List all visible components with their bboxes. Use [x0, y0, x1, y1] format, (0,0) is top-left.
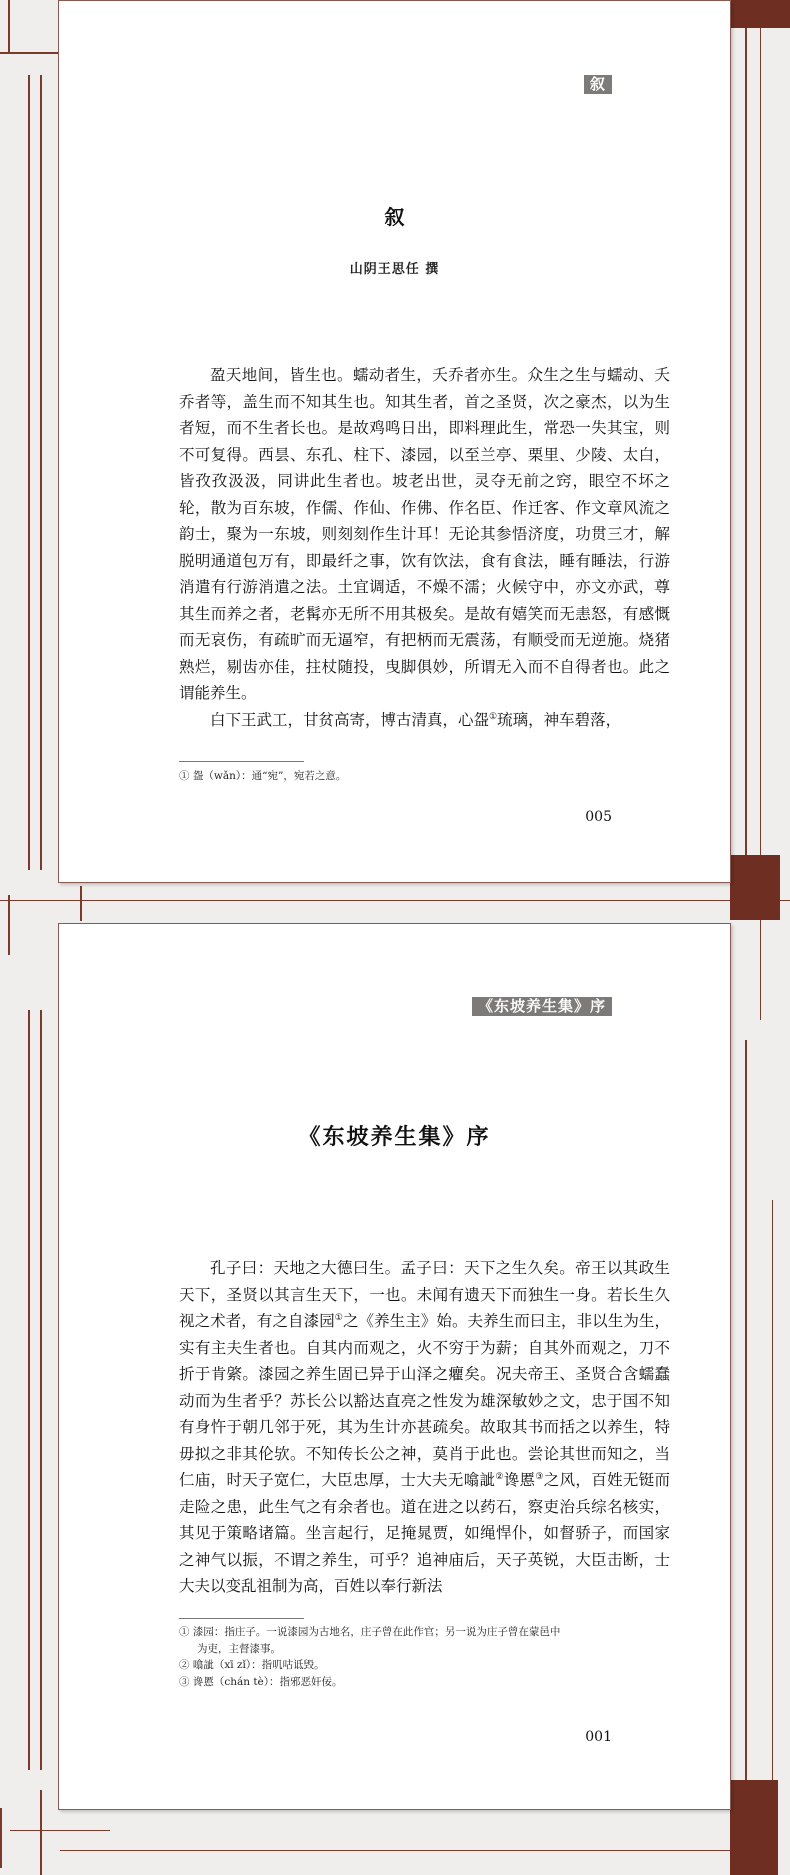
book-page-preface-dongpo	[58, 923, 731, 1810]
chapter-title: 叙	[384, 205, 405, 229]
corner-block	[730, 855, 780, 920]
author-line: 山阴王思任 撰	[349, 262, 440, 277]
paragraph-text: 琉璃，神车碧落，	[497, 710, 622, 729]
body-text	[179, 1255, 670, 1600]
paragraph-text: 白下王武工，甘贫高寄，博古清真，心盌	[210, 710, 490, 729]
frame-line	[8, 0, 10, 52]
page-number: 001	[585, 1729, 612, 1745]
frame-line	[28, 75, 30, 870]
paragraph-text: 谗慝	[503, 1471, 536, 1489]
footnote-marker: ②	[495, 1471, 504, 1482]
footnote-marker: ①	[334, 1312, 343, 1323]
footnote: ① 盌（wǎn）：通“宛”，宛若之意。	[179, 770, 347, 782]
frame-line	[0, 1808, 2, 1868]
chapter-header-tag: 《东坡养生集》序	[472, 997, 612, 1016]
frame-line	[745, 1040, 747, 1790]
frame-line	[10, 1830, 110, 1831]
book-page-preface-xu	[58, 0, 731, 883]
corner-block	[730, 1780, 778, 1875]
frame-line	[0, 900, 790, 901]
paragraph: 盈天地间，皆生也。蠕动者生，夭乔者亦生。众生之生与蠕动、夭乔者等，盖生而不知其生也。知其生者，首之圣贤，次之豪杰，以为生者短，而不生者长也。是故鸡鸣日出，即料理此生，常恐一失其宝，则不可复得。西昙、东孔、柱下、漆园，以至兰亭、栗里、少陵、太白，皆孜孜汲汲，同讲此生者也。坡老出世，灵夺无前之窍，眼空不坏之轮，散为百东坡，作儒、作仙、作佛、作名臣、作迁客、作文章风流之韵士，聚为一东坡，则刻刻作生计耳！无论其参悟济度，功贯三才，解脱明通道包万有，即最纤之事，饮有饮法，食有食法，睡有睡法，行游消遣有行游消遣之法。土宜调适，不燥不濡；火候守中，亦文亦武，尊其生而养之者，老髯亦无所不用其极矣。是故有嬉笑而无恚怒，有感慨而无哀伤，有疏旷而无逼窄，有把柄而无震荡，有顺受而无逆施。烧猪熟烂，剔齿亦佳，拄杖随投，曳脚俱妙，所谓无入而不自得者也。此之谓能养生。	[179, 366, 670, 702]
chapter-title: 《东坡养生集》序	[298, 1124, 491, 1150]
frame-line	[40, 1790, 42, 1875]
footnote-text: ① 漆园：指庄子。一说漆园为古地名，庄子曾在此作官；另一说为庄子曾在蒙邑中	[179, 1626, 561, 1638]
chapter-header-tag: 叙	[584, 75, 612, 94]
footnotes	[179, 1624, 670, 1690]
paragraph-text: 之《养生主》始。夫养生而曰主，非以生为生，实有主夫生者也。自其内而观之，火不穷于为薪；自其外而观之，刀不折于肯綮。漆园之养生固已异于山泽之癯矣。况夫帝王、圣贤合含蠕蠢动而为生者乎？苏长公以豁达直亮之性发为雄深敏妙之文，忠于国不知有身忤于朝几邻于死，其为生计亦甚疏矣。故取其书而括之以养生，特毋拟之非其伦欤。不知传长公之神，莫肖于此也。尝论其世而知之，当仁庙，时天子宽仁，大臣忠厚，士大夫无噏訿	[179, 1312, 670, 1489]
footnotes	[179, 768, 670, 785]
footnote-rule	[179, 1618, 304, 1619]
paragraph	[179, 707, 670, 734]
corner-block	[730, 0, 790, 28]
footnote-text: 为吏，主督漆事。	[197, 1642, 281, 1655]
footnote: ③ 谗慝（chán tè）：指邪恶奸佞。	[179, 1675, 343, 1688]
frame-line	[60, 1850, 760, 1851]
footnote-rule	[179, 761, 304, 762]
paragraph-text: 孔子曰：天地之大德曰生。孟子曰：天下之生久矣。帝王以其政生天下，圣贤以其言生天下，一也。未闻有遗天下而独生一身。若长生久视之术者，有之自漆园	[179, 1259, 670, 1330]
footnote-marker: ③	[535, 1471, 544, 1482]
body-text	[179, 362, 670, 733]
paragraph-text: 之风，百姓无铤而走险之患，此生气之有余者也。道在进之以药石，察吏治兵综名核实，其见于策略诸篇。坐言起行，足掩晁贾，如绳悍仆，如督骄子，而国家之神气以振，不谓之养生，可乎？追神庙后，天子英锐，大臣击断，士大夫以变乱祖制为高，百姓以奉行新法	[179, 1471, 670, 1595]
page-number: 005	[585, 809, 612, 825]
frame-line	[28, 1010, 30, 1770]
footnote-marker: ①	[489, 711, 498, 722]
frame-line	[745, 20, 747, 870]
frame-line	[8, 895, 10, 955]
frame-line	[40, 75, 42, 870]
frame-line	[40, 1010, 42, 1770]
footnote: ② 噏訿（xī zǐ）：指叽咕诋毁。	[179, 1659, 325, 1671]
footnote	[179, 1624, 670, 1657]
frame-line	[0, 52, 58, 54]
frame-line	[772, 1200, 773, 1820]
paragraph	[179, 1255, 670, 1600]
frame-line	[80, 886, 82, 921]
